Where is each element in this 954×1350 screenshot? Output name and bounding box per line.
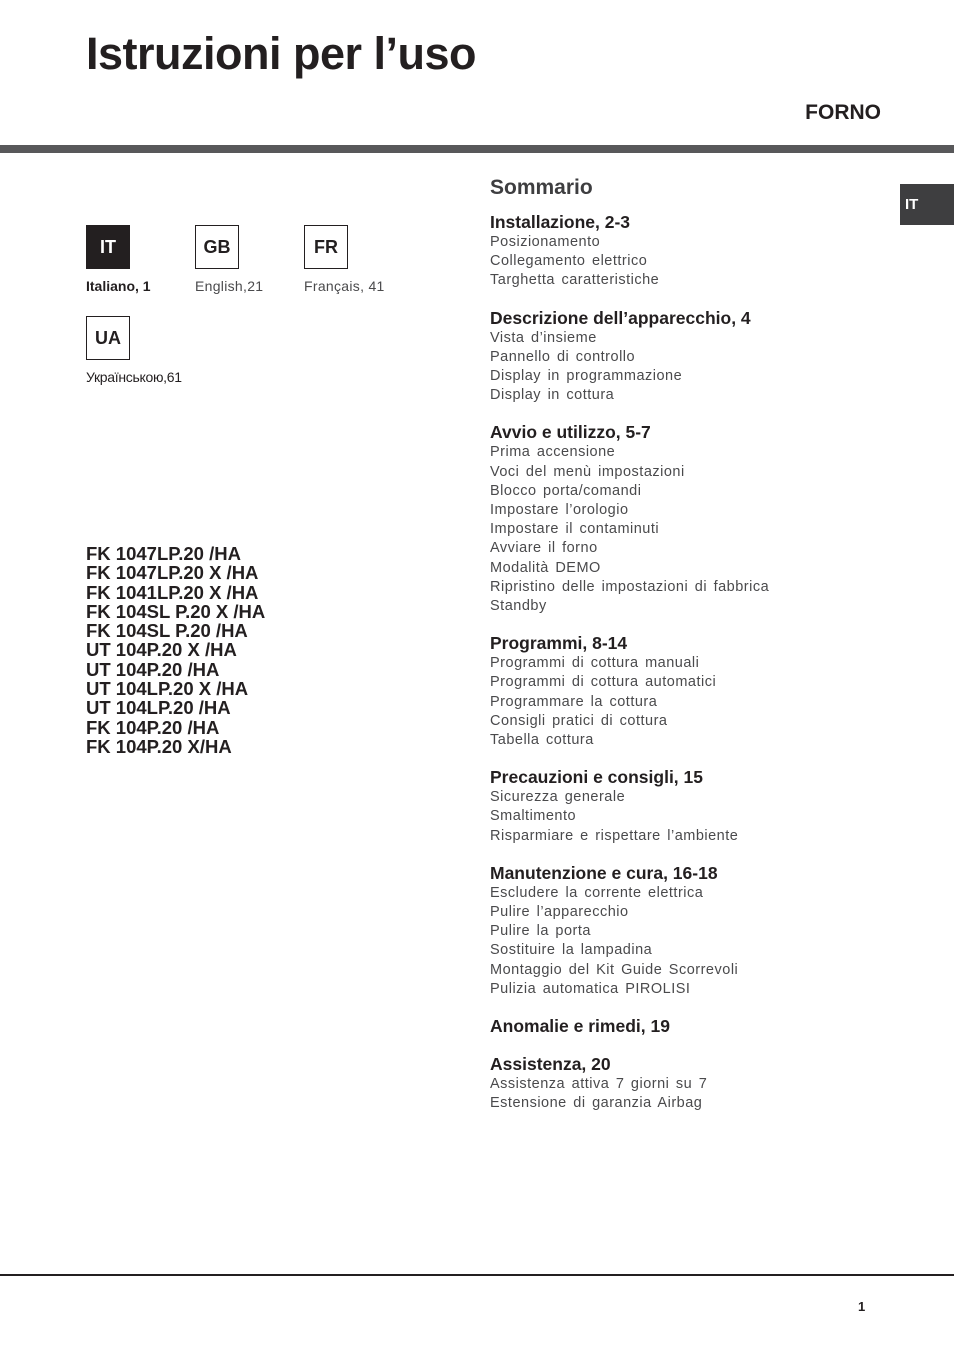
toc-section-heading[interactable]: Anomalie e rimedi, 19 bbox=[490, 1016, 670, 1037]
toc-section bbox=[490, 1015, 890, 1037]
toc-section-heading[interactable]: Manutenzione e cura, 16-18 bbox=[490, 862, 718, 883]
language-option-fr[interactable] bbox=[304, 225, 385, 294]
toc-section-heading[interactable]: Precauzioni e consigli, 15 bbox=[490, 767, 703, 788]
language-code-badge: FR bbox=[304, 225, 348, 269]
toc-item[interactable]: Pannello di controllo bbox=[490, 348, 636, 365]
toc-item-list bbox=[490, 1075, 890, 1113]
toc-item[interactable]: Sicurezza generale bbox=[490, 789, 626, 806]
model-item: FK 1041LP.20 X /HA bbox=[86, 581, 259, 603]
table-of-contents bbox=[490, 176, 890, 1130]
toc-title: Sommario bbox=[490, 176, 593, 199]
language-label: Français, 41 bbox=[304, 278, 385, 294]
toc-item[interactable]: Collegamento elettrico bbox=[490, 253, 648, 270]
toc-item[interactable]: Pulire l’apparecchio bbox=[490, 904, 629, 921]
toc-item[interactable]: Pulire la porta bbox=[490, 923, 591, 940]
model-item: FK 1047LP.20 /HA bbox=[86, 543, 241, 564]
toc-item[interactable]: Display in cottura bbox=[490, 387, 615, 404]
toc-item[interactable]: Posizionamento bbox=[490, 234, 601, 250]
toc-item[interactable]: Tabella cottura bbox=[490, 732, 594, 749]
toc-section-heading[interactable]: Descrizione dell’apparecchio, 4 bbox=[490, 307, 751, 328]
toc-item[interactable]: Risparmiare e rispettare l’ambiente bbox=[490, 827, 739, 844]
language-label: English,21 bbox=[195, 278, 264, 294]
model-item: FK 104SL P.20 X /HA bbox=[86, 600, 266, 622]
toc-item[interactable]: Estensione di garanzia Airbag bbox=[490, 1095, 703, 1112]
toc-sections bbox=[490, 211, 890, 1114]
language-option-ua[interactable] bbox=[86, 316, 182, 385]
language-label: Italiano, 1 bbox=[86, 278, 151, 294]
toc-section bbox=[490, 307, 890, 406]
toc-item[interactable]: Sostituire la lampadina bbox=[490, 942, 653, 959]
toc-item[interactable]: Voci del menù impostazioni bbox=[490, 463, 685, 480]
language-option-it[interactable] bbox=[86, 225, 151, 294]
toc-item[interactable]: Modalità DEMO bbox=[490, 559, 601, 576]
toc-section bbox=[490, 766, 890, 846]
toc-section bbox=[490, 632, 890, 750]
language-side-tab: IT bbox=[900, 184, 954, 225]
header-divider bbox=[0, 145, 954, 153]
toc-section bbox=[490, 1053, 890, 1113]
toc-section bbox=[490, 421, 890, 616]
toc-item[interactable]: Ripristino delle impostazioni di fabbrica bbox=[490, 578, 770, 595]
page-number: 1 bbox=[858, 1299, 866, 1314]
toc-item-list bbox=[490, 329, 890, 406]
language-label: Українською,61 bbox=[86, 369, 182, 385]
toc-item[interactable]: Standby bbox=[490, 598, 547, 615]
model-item: FK 1047LP.20 X /HA bbox=[86, 562, 259, 584]
toc-item[interactable]: Assistenza attiva 7 giorni su 7 bbox=[490, 1076, 708, 1093]
toc-item[interactable]: Smaltimento bbox=[490, 808, 577, 825]
product-type: FORNO bbox=[805, 101, 881, 124]
toc-section-heading[interactable]: Installazione, 2-3 bbox=[490, 212, 631, 232]
toc-item-list bbox=[490, 788, 890, 846]
model-item: FK 104P.20 X/HA bbox=[86, 735, 232, 757]
model-item: UT 104P.20 X /HA bbox=[86, 639, 237, 661]
toc-item[interactable]: Programmare la cottura bbox=[490, 693, 658, 710]
toc-item[interactable]: Programmi di cottura manuali bbox=[490, 655, 700, 672]
toc-item-list bbox=[490, 233, 890, 291]
model-item: UT 104LP.20 X /HA bbox=[86, 678, 249, 700]
toc-item[interactable]: Consigli pratici di cottura bbox=[490, 712, 668, 729]
toc-section bbox=[490, 211, 890, 291]
toc-item[interactable]: Escludere la corrente elettrica bbox=[490, 884, 704, 901]
model-list bbox=[86, 544, 265, 756]
language-code-badge: UA bbox=[86, 316, 130, 360]
toc-item[interactable]: Avviare il forno bbox=[490, 540, 598, 557]
model-item: FK 104P.20 /HA bbox=[86, 716, 220, 738]
model-item: FK 104SL P.20 /HA bbox=[86, 620, 248, 642]
language-option-gb[interactable] bbox=[195, 225, 263, 294]
model-item: UT 104P.20 /HA bbox=[86, 658, 220, 680]
footer-divider bbox=[0, 1274, 954, 1276]
toc-item-list bbox=[490, 884, 890, 999]
toc-section-heading[interactable]: Programmi, 8-14 bbox=[490, 633, 628, 654]
toc-item[interactable]: Vista d’insieme bbox=[490, 329, 597, 346]
toc-section-heading[interactable]: Assistenza, 20 bbox=[490, 1054, 611, 1075]
toc-item-list bbox=[490, 654, 890, 750]
toc-section bbox=[490, 862, 890, 999]
language-code-badge: IT bbox=[86, 225, 130, 269]
language-code-badge: GB bbox=[195, 225, 239, 269]
toc-item[interactable]: Blocco porta/comandi bbox=[490, 482, 642, 499]
toc-item[interactable]: Montaggio del Kit Guide Scorrevoli bbox=[490, 961, 739, 978]
toc-item[interactable]: Pulizia automatica PIROLISI bbox=[490, 980, 691, 997]
toc-item-list bbox=[490, 443, 890, 616]
toc-section-heading[interactable]: Avvio e utilizzo, 5-7 bbox=[490, 422, 651, 443]
toc-item[interactable]: Display in programmazione bbox=[490, 368, 683, 385]
toc-item[interactable]: Impostare il contaminuti bbox=[490, 521, 660, 538]
toc-item[interactable]: Programmi di cottura automatici bbox=[490, 674, 717, 691]
toc-item[interactable]: Impostare l’orologio bbox=[490, 502, 629, 519]
model-item: UT 104LP.20 /HA bbox=[86, 697, 231, 719]
toc-item[interactable]: Targhetta caratteristiche bbox=[490, 272, 660, 289]
toc-item[interactable]: Prima accensione bbox=[490, 444, 616, 461]
page-title: Istruzioni per l’uso bbox=[86, 28, 477, 79]
